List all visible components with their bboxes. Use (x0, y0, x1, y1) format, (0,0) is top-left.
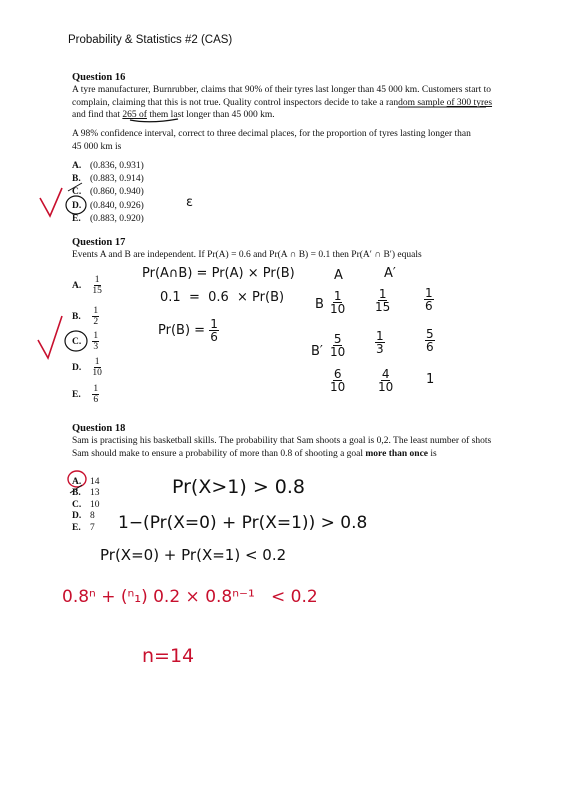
q17-option-b[interactable]: B. $\frac{1}{2}$ (72, 306, 99, 327)
q16-option-b[interactable]: B. (0.883, 0.914) (72, 174, 144, 185)
underlined-265: 265 of (122, 110, 147, 120)
table-total: 1 (426, 372, 435, 387)
table-col-a-prime: A′ (384, 266, 396, 281)
q17-work-line-2: 0.1 = 0.6 × Pr(B) (160, 290, 285, 305)
fraction: $\frac{1}{3}$ (93, 331, 99, 352)
table-cell: $\frac{4}{10}$ (378, 367, 394, 394)
question-16-title: Question 16 (72, 72, 126, 83)
q16-line-3: and find that 265 of them last longer than 45 000 km. (72, 110, 275, 120)
table-cell: $\frac{5}{6}$ (426, 327, 434, 354)
q18-work-line-5: n=14 (142, 645, 195, 667)
q18-option-a[interactable]: A. 14 (72, 477, 100, 487)
q18-option-d[interactable]: D. 8 (72, 511, 95, 522)
question-17-title: Question 17 (72, 237, 126, 248)
q18-option-b[interactable]: B. 13 (72, 488, 100, 499)
q16-option-a[interactable]: A. (0.836, 0.931) (72, 161, 144, 171)
table-cell: $\frac{1}{10}$ (330, 289, 346, 316)
q18-option-c[interactable]: C. 10 (72, 499, 100, 510)
question-16-prompt: A 98% confidence interval, correct to three decimal places, for the proportion of tyres lasting longer than 45 000 km is (72, 129, 471, 152)
question-18-title: Question 18 (72, 423, 126, 434)
question-18-text: Sam is practising his basketball skills. The probability that Sam shoots a goal is 0,2. The least number of shots Sam should make to ensure a probability of more than 0.8 of shooting a goal more than once is (72, 436, 492, 459)
table-row-b-prime: B′ (311, 344, 323, 359)
question-16-options (72, 160, 144, 226)
q16-option-e[interactable]: E. (0.883, 0.920) (72, 213, 144, 224)
q17-option-d[interactable]: D. $\frac{1}{10}$ (72, 357, 102, 378)
table-row-b: B (315, 297, 324, 312)
table-cell: $\frac{5}{10}$ (330, 332, 346, 359)
table-cell: $\frac{1}{6}$ (425, 286, 433, 313)
q18-work-line-3: Pr(X=0) + Pr(X=1) < 0.2 (100, 546, 287, 564)
q17-option-c[interactable]: C. $\frac{1}{3}$ (72, 331, 99, 352)
table-cell: $\frac{1}{3}$ (376, 329, 384, 356)
q17-work-line-3: Pr(B) = $\frac{1}{6}$ (158, 317, 218, 344)
table-cell: $\frac{6}{10}$ (330, 367, 346, 394)
page-header-title: Probability & Statistics #2 (CAS) (68, 34, 233, 46)
q16-line-2: complain, claiming that this is not true. Quality control inspectors decide to take a random sample of 300 tyres (72, 97, 493, 108)
question-17-text: Events A and B are independent. If Pr(A) = 0.6 and Pr(A ∩ B) = 0.1 then Pr(A′ ∩ B′) equals (72, 250, 422, 260)
q17-option-a[interactable]: A. $\frac{1}{15}$ (72, 275, 102, 296)
table-col-a: A (334, 268, 343, 283)
bold-phrase: more than once (365, 448, 429, 459)
q17-option-e[interactable]: E. $\frac{1}{6}$ (72, 384, 99, 405)
q16-option-c[interactable]: C. (0.860, 0.940) (72, 187, 144, 198)
q18-work-line-1: Pr(X>1) > 0.8 (172, 476, 305, 498)
q16-handwritten-mark: ε (186, 195, 194, 210)
fraction: $\frac{1}{15}$ (92, 275, 102, 296)
fraction: $\frac{1}{6}$ (210, 317, 218, 344)
table-cell: $\frac{1}{15}$ (375, 287, 391, 314)
question-18-options (72, 477, 100, 534)
check-icon (40, 188, 62, 216)
q16-option-d[interactable]: D. (0.840, 0.926) (72, 200, 144, 211)
fraction: $\frac{1}{10}$ (92, 357, 102, 378)
fraction: $\frac{1}{6}$ (93, 384, 99, 405)
q16-line-1: A tyre manufacturer, Burnrubber, claims that 90% of their tyres last longer than 45 000 km. Customers start to (72, 85, 491, 95)
q17-work-line-1: Pr(A∩B) = Pr(A) × Pr(B) (142, 266, 295, 281)
question-16-text (72, 84, 542, 122)
underlined-sample: of 300 tyres (446, 97, 493, 108)
check-icon (38, 316, 62, 358)
fraction: $\frac{1}{2}$ (93, 306, 99, 327)
q18-work-line-2: 1−(Pr(X=0) + Pr(X=1)) > 0.8 (118, 513, 368, 533)
q18-work-line-4: 0.8ⁿ + (ⁿ₁) 0.2 × 0.8ⁿ⁻¹ < 0.2 (62, 587, 318, 607)
q18-option-e[interactable]: E. 7 (72, 522, 95, 533)
